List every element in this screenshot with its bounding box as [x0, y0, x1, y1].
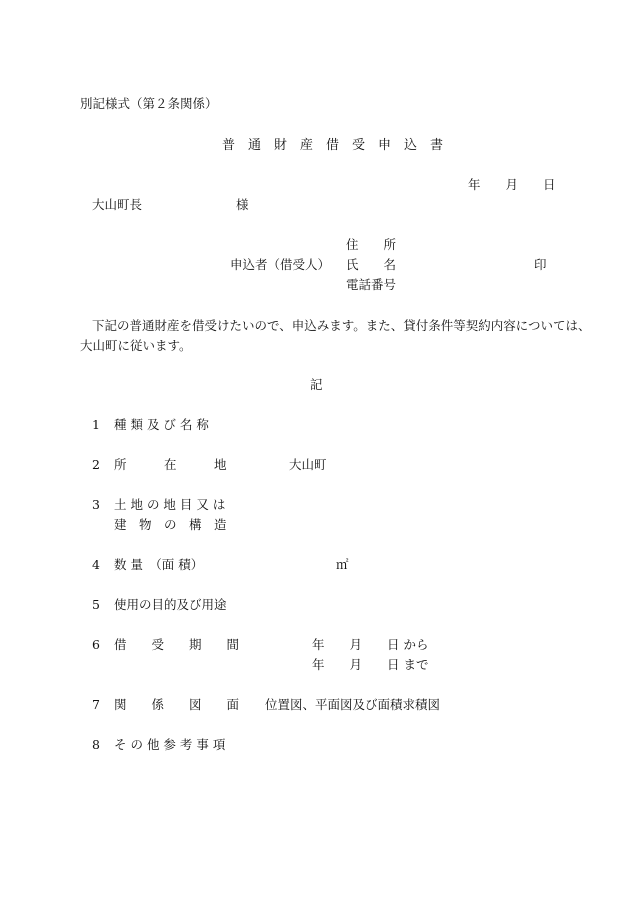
item-number: 2 [92, 457, 100, 472]
addressee-honorific: 様 [236, 197, 249, 212]
area-unit: ㎡ [336, 557, 349, 572]
item-number: 7 [92, 697, 100, 712]
item-label: 使用の目的及び用途 [114, 597, 227, 612]
period-to: 年 月 日 まで [312, 657, 429, 672]
item-label-line-2: 建 物 の 構 造 [114, 517, 227, 532]
form-reference: 別記様式（第２条関係） [80, 96, 218, 111]
item-number: 1 [92, 417, 100, 432]
body-text-line-2: 大山町に従います。 [80, 338, 192, 353]
item-value: 位置図、平面図及び面積求積図 [265, 697, 441, 712]
item-label: 所 在 地 [114, 457, 227, 472]
item-label: 数 量 （面 積） [114, 557, 204, 572]
date-line: 年 月 日 [468, 177, 556, 192]
item-label: 種 類 及 び 名 称 [114, 417, 209, 432]
item-label: 借 受 期 間 [114, 637, 240, 652]
ki-heading: 記 [310, 377, 323, 392]
addressee-name: 大山町長 [92, 197, 143, 212]
item-value: 大山町 [289, 457, 327, 472]
item-label: 関 係 図 面 [114, 697, 240, 712]
item-number: 4 [92, 557, 100, 572]
item-number: 8 [92, 737, 100, 752]
period-from: 年 月 日 から [312, 637, 429, 652]
address-label: 住 所 [346, 237, 397, 252]
phone-label: 電話番号 [346, 277, 397, 292]
applicant-role-label: 申込者（借受人） [230, 257, 331, 272]
item-label: 土 地 の 地 目 又 は [114, 497, 226, 512]
item-number: 6 [92, 637, 100, 652]
item-label: そ の 他 参 考 事 項 [114, 737, 226, 752]
item-number: 3 [92, 497, 100, 512]
body-text-line-1: 下記の普通財産を借受けたいので、申込みます。また、貸付条件等契約内容については、 [92, 318, 591, 333]
item-number: 5 [92, 597, 100, 612]
name-label: 氏 名 [346, 257, 397, 272]
document-title: 普 通 財 産 借 受 申 込 書 [222, 138, 444, 153]
seal-mark: 印 [534, 257, 547, 272]
